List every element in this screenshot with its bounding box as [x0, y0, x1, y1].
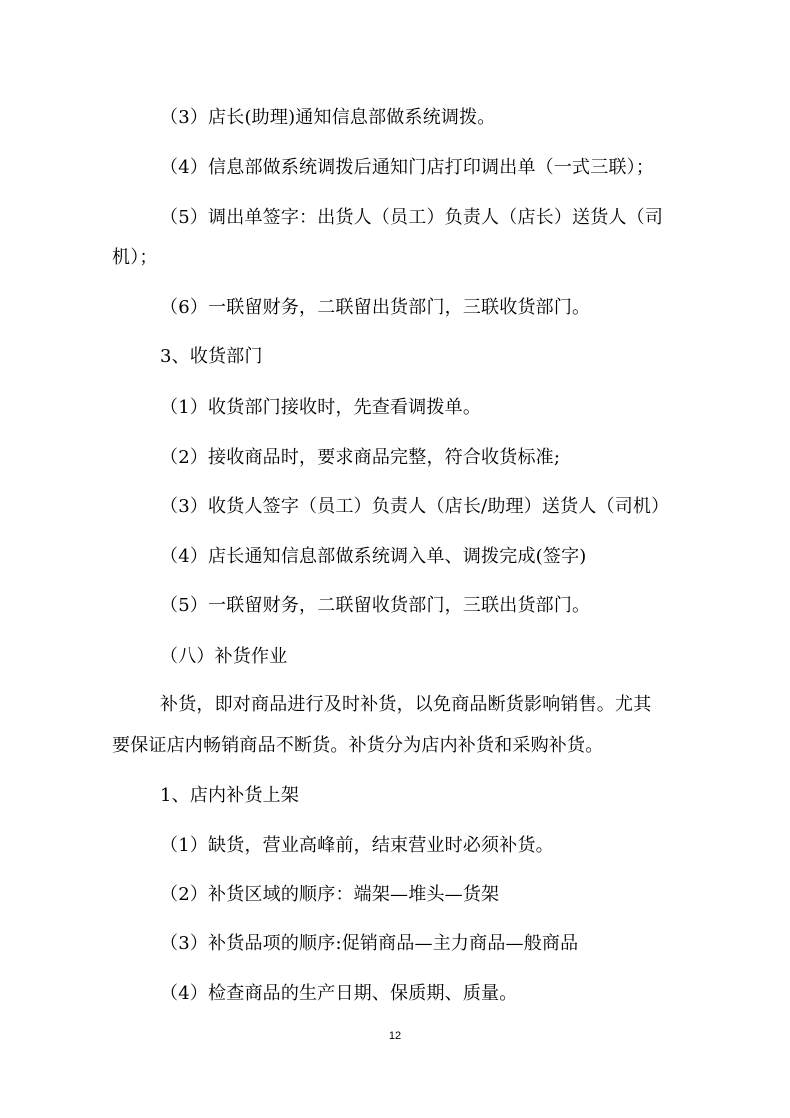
text-line: （4）信息部做系统调拨后通知门店打印调出单（一式三联）； — [160, 157, 655, 178]
text-line: （1）缺货，营业高峰前，结束营业时必须补货。 — [160, 835, 554, 856]
text-line: 补货，即对商品进行及时补货，以免商品断货影响销售。尤其 — [160, 694, 652, 715]
text-line: （2）接收商品时，要求商品完整，符合收货标准; — [160, 447, 561, 468]
text-line: 要保证店内畅销商品不断货。补货分为店内补货和采购补货。 — [112, 735, 604, 756]
text-line: （4）店长通知信息部做系统调入单、调拨完成(签字) — [160, 546, 587, 567]
section-heading: 3、收货部门 — [160, 346, 263, 367]
text-line: （2）补货区域的顺序：端架—堆头—货架 — [160, 884, 500, 905]
text-line: （5）调出单签字：出货人（员工）负责人（店长）送货人（司 — [160, 207, 664, 228]
text-line: （3）店长(助理)通知信息部做系统调拨。 — [160, 107, 496, 128]
text-line: 机）； — [112, 247, 158, 268]
text-line: （5）一联留财务，二联留收货部门，三联出货部门。 — [160, 595, 591, 616]
section-heading: 1、店内补货上架 — [160, 785, 300, 806]
text-line: （6）一联留财务，二联留出货部门，三联收货部门。 — [160, 297, 591, 318]
text-line: （4）检查商品的生产日期、保质期、质量。 — [160, 983, 518, 1004]
section-heading: （八）补货作业 — [160, 646, 288, 667]
text-line: （3）补货品项的顺序:促销商品—主力商品—般商品 — [160, 933, 579, 954]
page-number: 12 — [388, 1030, 402, 1042]
text-line: （1）收货部门接收时，先查看调拨单。 — [160, 397, 482, 418]
text-line: （3）收货人签字（员工）负责人（店长/助理）送货人（司机） — [160, 496, 670, 517]
